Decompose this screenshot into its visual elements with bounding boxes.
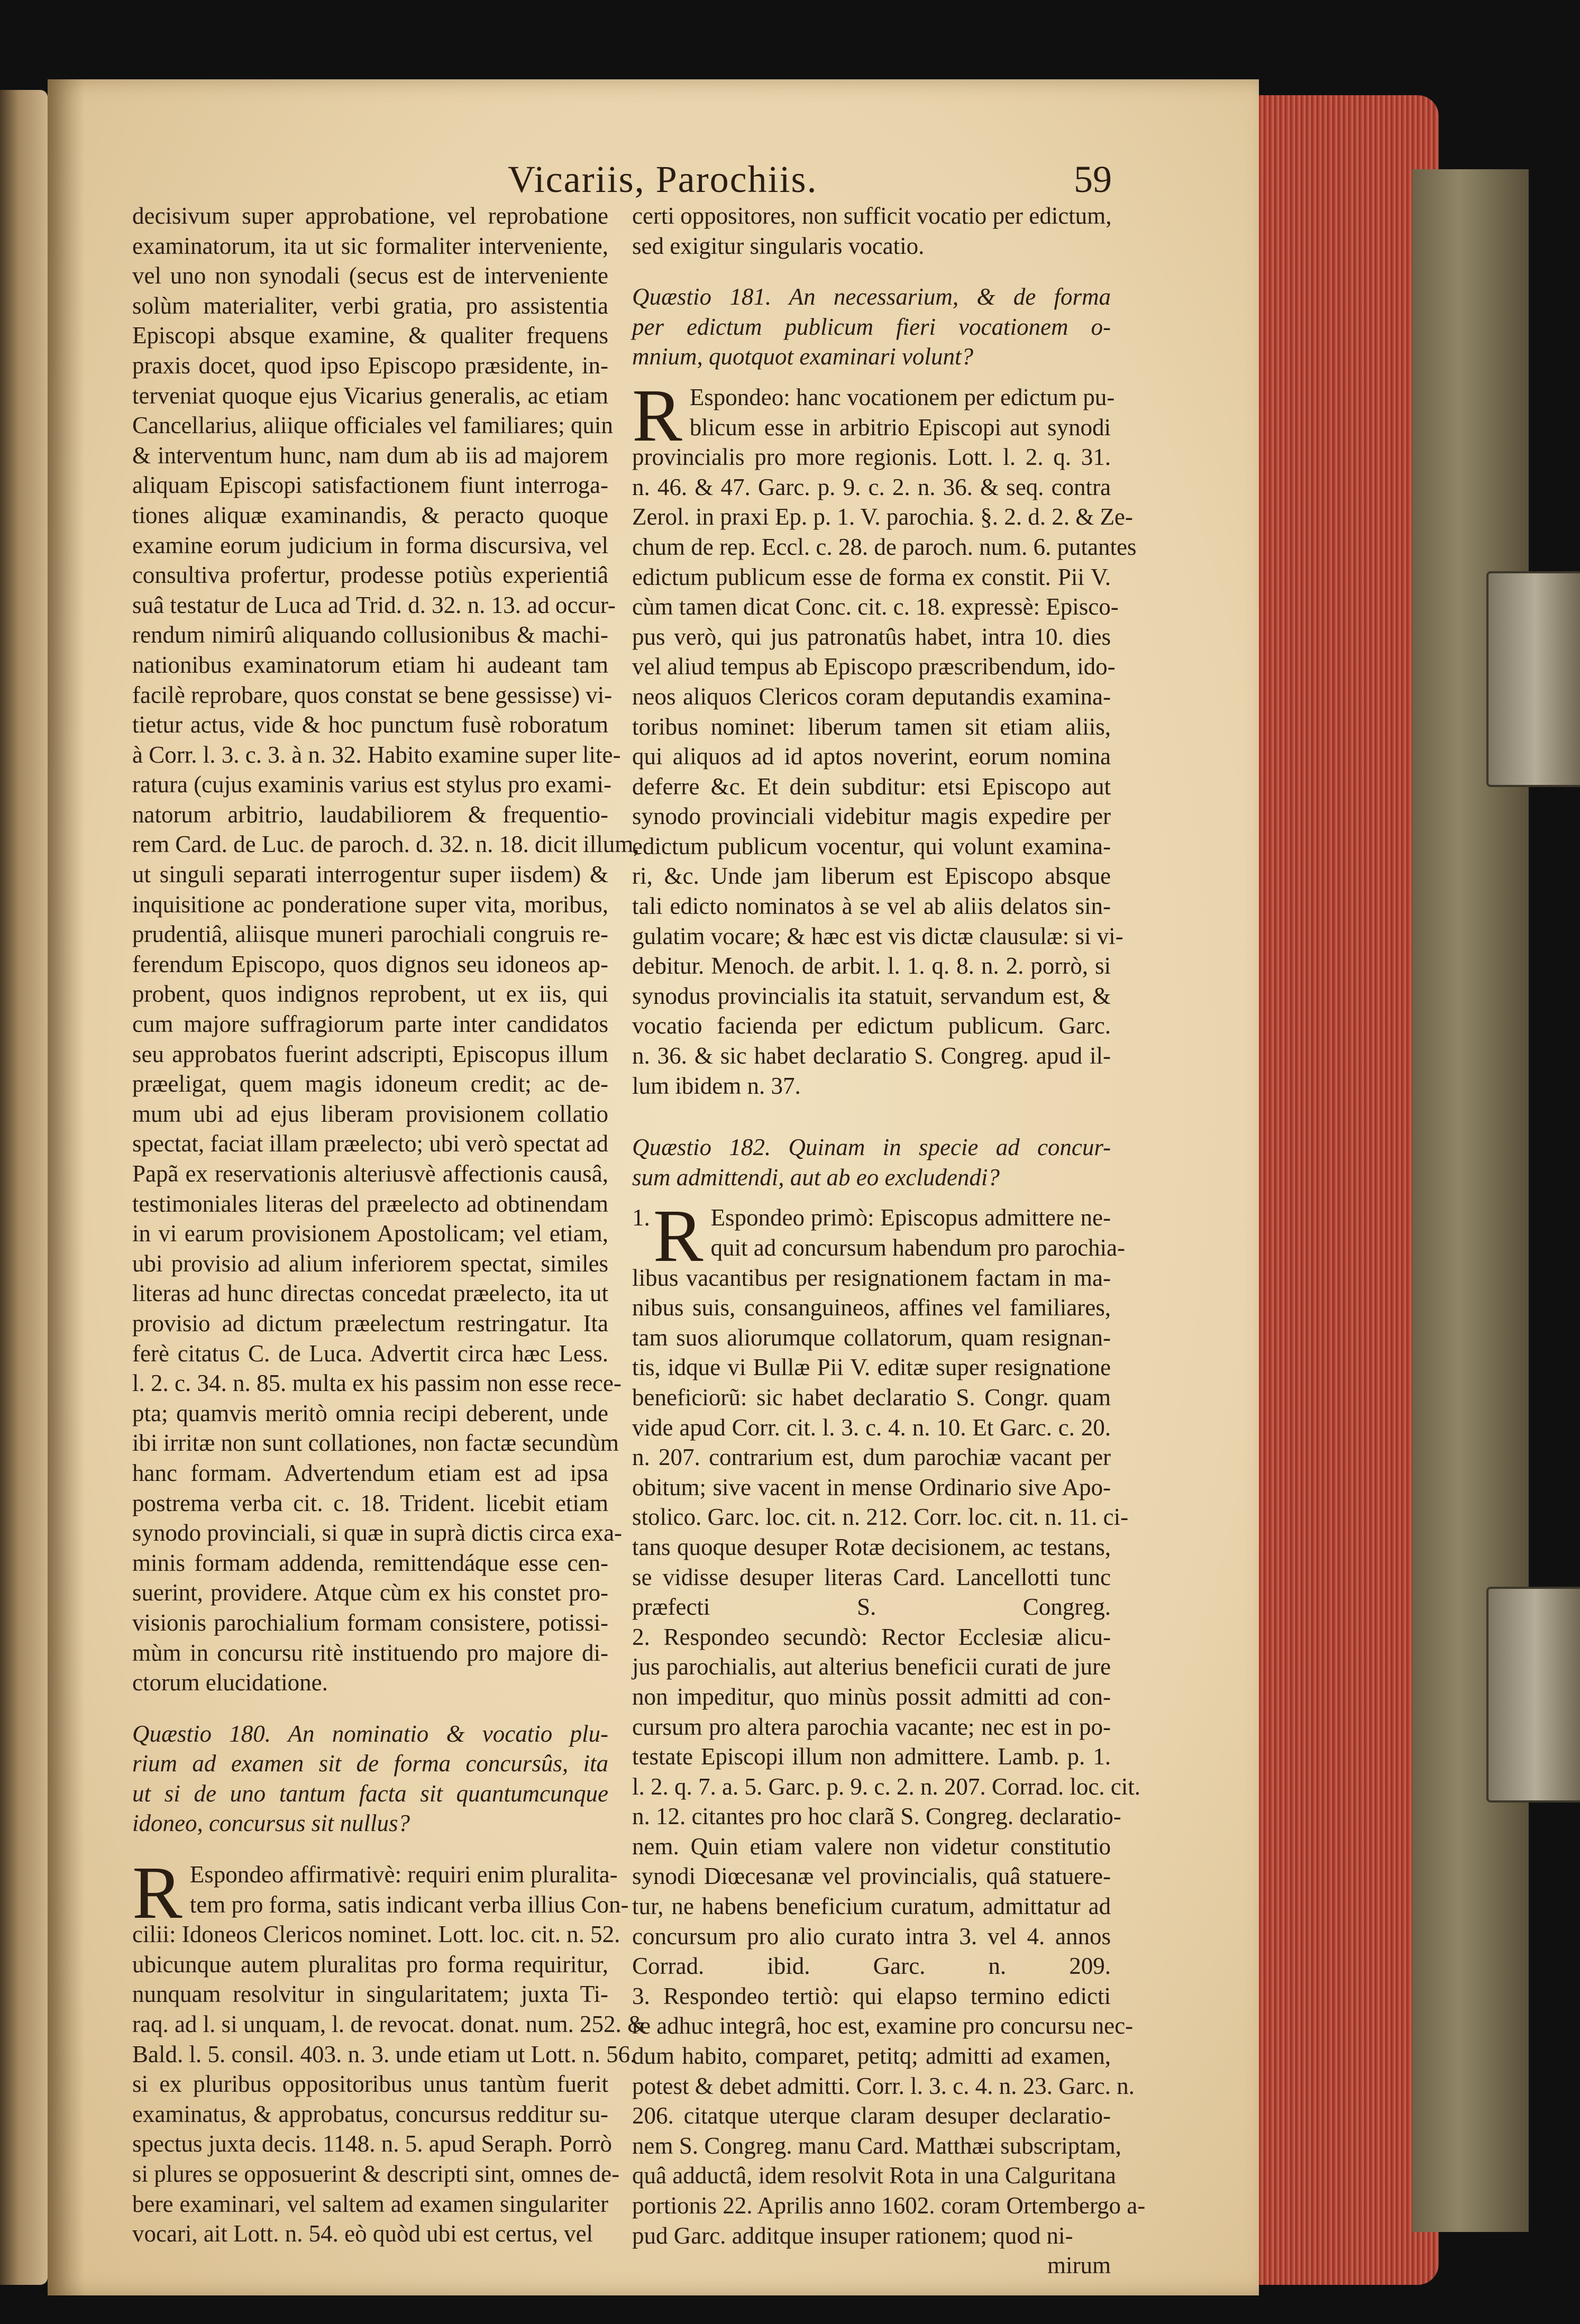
- q182-answer-line: se vidisse desuper literas Card. Lancellotti tunc: [632, 1563, 1111, 1590]
- left-body-line: præeligat, quem magis idoneum credit; ac de-: [132, 1070, 608, 1097]
- q181-answer-line: tali edicto nominatos à se vel ab aliis delatos sin-: [632, 893, 1111, 920]
- q182-answer-line: tur, ne habens beneficium curatum, admittatur ad: [632, 1893, 1111, 1920]
- q182-answer-line: l. 2. q. 7. a. 5. Garc. p. 9. c. 2. n. 207. Corrad. loc. cit.: [632, 1773, 1141, 1800]
- q180-answer-line: si ex pluribus oppositoribus unus tantùm fuerit: [132, 2071, 608, 2098]
- q182-answer-line: non impeditur, quo minùs possit admitti ad con-: [632, 1683, 1111, 1710]
- quaestio-182-answer: [632, 1194, 1146, 2250]
- q182-answer-line: n. 207. contrarium est, dum parochiæ vacant per: [632, 1444, 1111, 1471]
- q181-answer-line: chum de rep. Eccl. c. 28. de paroch. num. 6. putantes: [632, 533, 1137, 560]
- q182-answer-line: beneficiorũ: sic habet declaratio S. Congr. quam: [632, 1384, 1111, 1411]
- left-body-line: l. 2. c. 34. n. 85. multa ex his passim non esse rece-: [132, 1370, 622, 1397]
- q182-answer-line: stolico. Garc. loc. cit. n. 212. Corr. loc. cit. n. 11. ci-: [632, 1504, 1129, 1531]
- q181-answer-line: synodo provinciali videbitur magis expedire per: [632, 803, 1111, 830]
- left-body-line: mùm in concursu ritè instituendo pro majore di-: [132, 1639, 608, 1666]
- right-intro-line: certi oppositores, non sufficit vocatio per edictum,: [632, 203, 1112, 229]
- q182-answer-line: Corrad. ibid. Garc. n. 209.: [632, 1953, 1111, 1980]
- left-body-line: praxis docet, quod ipso Episcopo præsidente, in-: [132, 352, 608, 379]
- left-body-line: testimoniales literas del præelecto ad obtinendam: [132, 1190, 608, 1217]
- q182-answer-line: potest & debet admitti. Corr. l. 3. c. 4. n. 23. Garc. n.: [632, 2072, 1135, 2099]
- left-body-line: rem Card. de Luc. de paroch. d. 32. n. 18. dicit illum,: [132, 831, 640, 858]
- left-body-line: ferè citatus C. de Luca. Advertit circa hæc Less.: [132, 1340, 608, 1367]
- left-body-line: tietur actus, vide & hoc punctum fusè roboratum: [132, 711, 608, 738]
- left-body-line: synodo provinciali, si quæ in suprà dictis circa exa-: [132, 1520, 623, 1547]
- q181-answer-line: Zerol. in praxi Ep. p. 1. V. parochia. §. 2. d. 2. & Ze-: [632, 504, 1133, 530]
- q181-heading-line: per edictum publicum fieri vocationem o-: [632, 313, 1111, 340]
- q181-answer-line: vel aliud tempus ab Episcopo præscribendum, ido-: [632, 653, 1116, 680]
- q182-answer-line: re adhuc integrâ, hoc est, examine pro concursu nec-: [632, 2012, 1134, 2039]
- left-body-line: decisivum super approbatione, vel reprobatione: [132, 203, 608, 229]
- q182-answer-line: quit ad concursum habendum pro parochia-: [710, 1234, 1125, 1261]
- q182-answer-line: nem S. Congreg. manu Card. Matthæi subscriptam,: [632, 2132, 1121, 2159]
- left-body-line: postrema verba cit. c. 18. Trident. licebit etiam: [132, 1489, 608, 1516]
- q182-answer-line: testate Episcopi illum non admittere. Lamb. p. 1.: [632, 1743, 1111, 1770]
- red-page-edges: [1259, 95, 1439, 2285]
- q182-answer-line: tam suos aliorumque collatorum, quam resignan-: [632, 1324, 1111, 1351]
- left-body-line: & interventum hunc, nam dum ab iis ad majorem: [132, 442, 608, 469]
- right-column-intro: [632, 201, 1111, 261]
- left-body-line: terveniat quoque ejus Vicarius generalis, ac etiam: [132, 382, 608, 409]
- left-column-body: [132, 201, 640, 1698]
- q182-answer-line: nibus suis, consanguineos, affines vel familiares,: [632, 1294, 1111, 1321]
- right-intro-line: sed exigitur singularis vocatio.: [632, 232, 925, 259]
- q180-answer-line: ubicunque autem pluralitas pro forma requiritur,: [132, 1951, 608, 1978]
- quaestio-180-heading: [132, 1719, 608, 1838]
- q182-answer-line: jus parochialis, aut alterius beneficii curati de jure: [632, 1653, 1111, 1680]
- q182-answer-line: n. 12. citantes pro hoc clarã S. Congreg. declaratio-: [632, 1803, 1121, 1830]
- q181-answer-line: provincialis pro more regionis. Lott. l. 2. q. 31.: [632, 444, 1111, 471]
- q181-answer-line: synodus provincialis ita statuit, servandum est, &: [632, 982, 1111, 1009]
- q181-answer-line: Espondeo: hanc vocationem per edictum pu-: [689, 383, 1115, 410]
- q182-answer-line: 206. citatque uterque claram desuper declaratio-: [632, 2102, 1111, 2129]
- q181-answer-line: vocatio facienda per edictum publicum. Garc.: [632, 1012, 1111, 1039]
- left-body-line: in vi earum provisionem Apostolicam; vel etiam,: [132, 1220, 608, 1247]
- q182-answer-line: 3. Respondeo tertiò: qui elapso termino edicti: [632, 1982, 1111, 2009]
- q182-heading-line: Quæstio 182. Quinam in specie ad concur-: [632, 1134, 1111, 1161]
- q182-answer-line: tans quoque desuper Rotæ decisionem, ac testans,: [632, 1533, 1111, 1560]
- q180-answer-line: vocari, ait Lott. n. 54. eò quòd ubi est certus, vel: [132, 2220, 593, 2247]
- upper-clasp: [1486, 571, 1580, 787]
- q181-answer-line: deferre &c. Et dein subditur: etsi Episcopo aut: [632, 773, 1111, 800]
- q182-answer-line: cursum pro altera parochia vacante; nec est in po-: [632, 1713, 1111, 1740]
- page-number: 59: [1074, 158, 1112, 200]
- quaestio-182-heading: [632, 1132, 1111, 1192]
- left-body-line: natorum arbitrio, laudabiliorem & frequentio-: [132, 801, 608, 828]
- q180-heading-line: Quæstio 180. An nominatio & vocatio plu-: [132, 1720, 608, 1747]
- q181-answer-line: debitur. Menoch. de arbit. l. 1. q. 8. n. 2. porrò, si: [632, 953, 1111, 980]
- q180-answer-line: nunquam resolvitur in singularitatem; juxta Ti-: [132, 1981, 608, 2008]
- left-body-line: ubi provisio ad alium inferiorem spectat, similes: [132, 1250, 608, 1277]
- quaestio-180-answer: [132, 1851, 646, 2249]
- lower-clasp: [1486, 1587, 1580, 1803]
- q182-answer-line: obitum; sive vacent in mense Ordinario sive Apo-: [632, 1474, 1111, 1500]
- q182-answer-line: portionis 22. Aprilis anno 1602. coram Ortembergo a-: [632, 2192, 1146, 2219]
- q181-answer-line: gulatim vocare; & hæc est vis dictæ clausulæ: si vi-: [632, 922, 1124, 949]
- q182-answer-line: tis, idque vi Bullæ Pii V. editæ super resignatione: [632, 1354, 1111, 1381]
- q180-heading-line: idoneo, concursus sit nullus?: [132, 1810, 410, 1837]
- left-body-line: prudentiâ, aliisque muneri parochiali congruis re-: [132, 921, 608, 948]
- left-body-line: spectat, faciat illam præelecto; ubi verò spectat ad: [132, 1130, 608, 1157]
- q182-answer-line: nem. Quin etiam valere non videtur constitutio: [632, 1833, 1111, 1860]
- q182-answer-line: libus vacantibus per resignationem factam in ma-: [632, 1264, 1111, 1291]
- left-body-line: examinatorum, ita ut sic formaliter interveniente,: [132, 232, 608, 259]
- q182-answer-line: vide apud Corr. cit. l. 3. c. 4. n. 10. Et Garc. c. 20.: [632, 1414, 1111, 1441]
- q180-answer-line: tem pro forma, satis indicant verba illius Con-: [189, 1891, 629, 1918]
- dropcap-q180: R: [132, 1851, 182, 1935]
- dropcap-q181: R: [632, 373, 682, 457]
- q180-answer-line: Bald. l. 5. consil. 403. n. 3. unde etiam ut Lott. n. 56.: [132, 2041, 636, 2067]
- right-column: [632, 201, 1146, 2281]
- left-body-line: literas ad hunc directas concedat præelecto, ita ut: [132, 1280, 608, 1307]
- q180-answer-line: cilii: Idoneos Clericos nominet. Lott. loc. cit. n. 52.: [132, 1921, 620, 1948]
- left-body-line: à Corr. l. 3. c. 3. à n. 32. Habito examine super lite-: [132, 741, 621, 768]
- q181-answer-line: edictum publicum esse de forma ex constit. Pii V.: [632, 563, 1111, 590]
- q181-answer-line: cùm tamen dicat Conc. cit. c. 18. expressè: Episco-: [632, 593, 1119, 620]
- q181-answer-line: lum ibidem n. 37.: [632, 1072, 801, 1099]
- left-body-line: aliquam Episcopi satisfactionem fiunt interroga-: [132, 472, 608, 499]
- left-body-line: suâ testatur de Luca ad Trid. d. 32. n. 13. ad occur-: [132, 591, 616, 618]
- q180-answer-line: raq. ad l. si unquam, l. de revocat. donat. num. 252. &: [132, 2011, 646, 2038]
- dropcap-q182: R: [653, 1194, 704, 1278]
- q181-answer-line: pus verò, qui jus patronatûs habet, intra 10. dies: [632, 623, 1111, 650]
- left-body-line: Episcopi absque examine, & qualiter frequens: [132, 322, 608, 349]
- q182-heading-line: sum admittendi, aut ab eo excludendi?: [632, 1164, 1000, 1191]
- q180-answer-line: examinatus, & approbatus, concursus redditur su-: [132, 2100, 608, 2127]
- left-page-edge: [0, 90, 48, 2285]
- q182-answer-line: præfecti S. Congreg.: [632, 1594, 1111, 1621]
- left-body-line: ut singuli separati interrogentur super iisdem) &: [132, 861, 608, 888]
- left-body-line: rendum nimirû aliquando collusionibus & machi-: [132, 621, 608, 648]
- left-body-line: mum ubi ad ejus liberam provisionem collatio: [132, 1100, 608, 1127]
- q182-answer-line: concursum pro alio curato intra 3. vel 4. annos: [632, 1923, 1111, 1950]
- running-head: Vicariis, Parochiis.: [508, 158, 818, 200]
- left-body-line: probent, quos indignos reprobent, ut ex iis, qui: [132, 981, 608, 1008]
- q181-answer-line: n. 36. & sic habet declaratio S. Congreg. apud il-: [632, 1042, 1111, 1069]
- q181-answer-line: toribus nominet: liberum tamen sit etiam aliis,: [632, 713, 1111, 740]
- q180-answer-line: spectus juxta decis. 1148. n. 5. apud Seraph. Porrò: [132, 2130, 612, 2157]
- left-body-line: facilè reprobare, quos constat se bene gessisse) vi-: [132, 681, 613, 708]
- q181-answer-line: blicum esse in arbitrio Episcopi aut synodi: [689, 414, 1111, 441]
- left-body-line: vel uno non synodali (secus est de interveniente: [132, 262, 608, 289]
- q180-answer-line: si plures se opposuerint & descripti sint, omnes de-: [132, 2161, 620, 2187]
- left-body-line: nationibus examinatorum etiam hi audeant tam: [132, 651, 608, 678]
- q182-answer-line: 2. Respondeo secundò: Rector Ecclesiæ alicu-: [632, 1623, 1111, 1650]
- q181-answer-line: qui aliquos ad id aptos noverint, eorum nomina: [632, 743, 1111, 770]
- quaestio-181-answer: [632, 373, 1137, 1101]
- left-body-line: examine eorum judicium in forma discursiva, vel: [132, 532, 608, 559]
- left-body-line: ibi irritæ non sunt collationes, non factæ secundùm: [132, 1430, 619, 1457]
- left-body-line: ferendum Episcopo, quos dignos seu idoneos ap-: [132, 950, 608, 977]
- q180-heading-line: ut si de uno tantum facta sit quantumcunque: [132, 1780, 608, 1807]
- q180-answer-line: Espondeo affirmativè: requiri enim pluralita-: [189, 1861, 618, 1888]
- left-body-line: ratura (cujus examinis varius est stylus pro exami-: [132, 771, 612, 798]
- left-body-line: pta; quamvis meritò omnia recipi deberent, unde: [132, 1399, 608, 1426]
- q182-item-number: 1.: [632, 1204, 650, 1231]
- left-body-line: cum majore suffragiorum parte inter candidatos: [132, 1011, 608, 1038]
- q181-answer-line: neos aliquos Clericos coram deputandis examina-: [632, 683, 1111, 710]
- left-column: [132, 201, 646, 2249]
- left-body-line: tiones aliquæ examinandis, & peracto quoque: [132, 501, 608, 528]
- gutter-shadow: [48, 79, 85, 2295]
- left-body-line: provisio ad dictum præelectum restringatur. Ita: [132, 1310, 608, 1337]
- q182-answer-line: Espondeo primò: Episcopus admittere ne-: [710, 1204, 1111, 1231]
- q182-answer-line: dum habito, comparet, petitq; admitti ad examen,: [632, 2043, 1111, 2070]
- q180-answer-line: bere examinari, vel saltem ad examen singulariter: [132, 2190, 608, 2217]
- left-body-line: consultiva profertur, prodesse potiùs experientiâ: [132, 562, 608, 589]
- left-body-line: Cancellarius, aliique officiales vel familiares; quin: [132, 412, 613, 439]
- q182-answer-line: quâ adductâ, idem resolvit Rota in una Calguritana: [632, 2162, 1116, 2189]
- left-body-line: ctorum elucidatione.: [132, 1669, 328, 1696]
- q181-heading-line: Quæstio 181. An necessarium, & de forma: [632, 283, 1111, 310]
- q182-answer-line: synodi Diœcesanæ vel provincialis, quâ statuere-: [632, 1863, 1111, 1890]
- left-body-line: visionis parochialium formam consistere, potissi-: [132, 1609, 608, 1636]
- left-body-line: inquisitione ac ponderatione super vita, moribus,: [132, 891, 608, 918]
- q181-heading-line: mnium, quotquot examinari volunt?: [632, 343, 973, 370]
- left-body-line: seu approbatos fuerint adscripti, Episcopus illum: [132, 1040, 608, 1067]
- q181-answer-line: ri, &c. Unde jam liberum est Episcopo absque: [632, 863, 1111, 890]
- left-body-line: suerint, providere. Atque cùm ex his constet pro-: [132, 1579, 608, 1606]
- book-cover: [1412, 169, 1529, 2232]
- catchword: mirum: [1047, 2252, 1111, 2279]
- left-body-line: solùm materialiter, verbi gratia, pro assistentia: [132, 292, 608, 319]
- left-body-line: minis formam addenda, remittendáque esse cen-: [132, 1549, 608, 1576]
- q181-answer-line: n. 46. & 47. Garc. p. 9. c. 2. n. 36. & seq. contra: [632, 473, 1111, 500]
- q182-answer-line: pud Garc. additque insuper rationem; quod ni-: [632, 2222, 1073, 2249]
- q180-heading-line: rium ad examen sit de forma concursûs, ita: [132, 1750, 608, 1777]
- quaestio-181-heading: [632, 282, 1111, 372]
- left-body-line: Papã ex reservationis alteriusvè affectionis causâ,: [132, 1160, 608, 1187]
- left-body-line: hanc formam. Advertendum etiam est ad ipsa: [132, 1459, 608, 1486]
- q181-answer-line: edictum publicum vocentur, qui volunt examina-: [632, 832, 1111, 859]
